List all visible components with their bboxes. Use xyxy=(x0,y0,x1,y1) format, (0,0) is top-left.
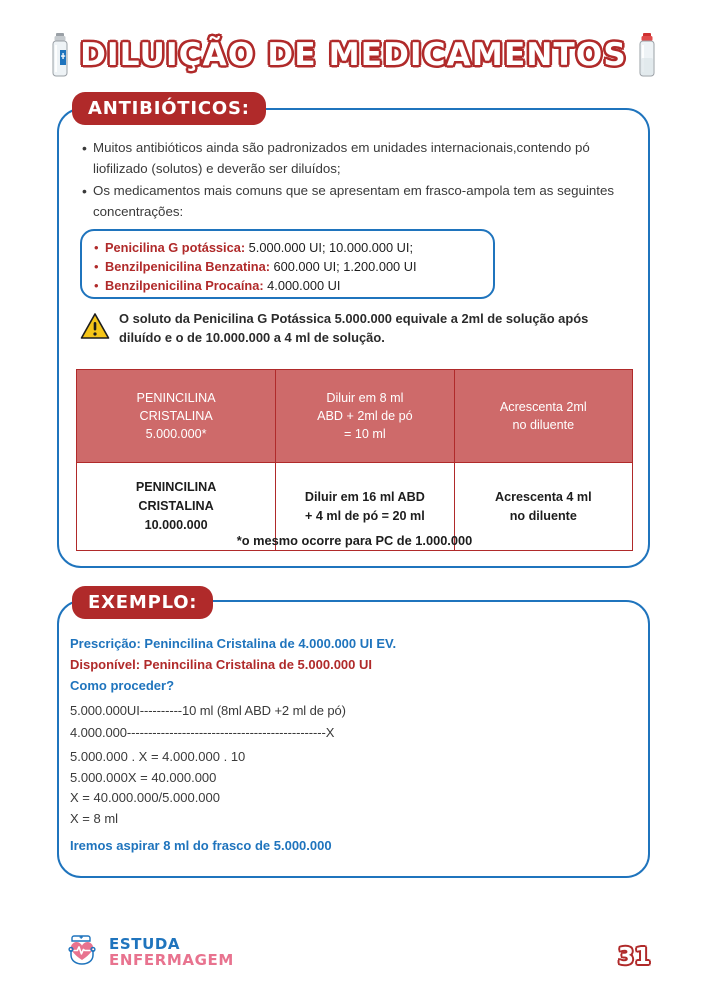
brand-name-top: ESTUDA xyxy=(109,935,181,954)
calc-line: X = 40.000.000/5.000.000 xyxy=(70,790,220,805)
proportion-line: 5.000.000UI----------10 ml (8ml ABD +2 ml de pó) xyxy=(70,703,346,718)
proportion-line: 4.000.000-----------------------------------------------X xyxy=(70,725,335,740)
list-item xyxy=(94,276,483,295)
bullet-dot-icon: • xyxy=(82,183,87,199)
exemplo-question: Como proceder? xyxy=(70,678,175,693)
brand-name-bottom: ENFERMAGEM xyxy=(109,950,234,969)
list-item xyxy=(94,257,483,276)
drug-name: Benzilpenicilina Procaína: xyxy=(105,278,264,293)
cell-line: PENINCILINA xyxy=(136,391,216,405)
cell-line: PENINCILINA xyxy=(135,480,217,494)
exemplo-prescricao: Prescrição: Penincilina Cristalina de 4.000.000 UI EV. xyxy=(70,636,397,651)
drug-values: 5.000.000 UI; 10.000.000 UI; xyxy=(245,240,414,255)
table-header-cell xyxy=(276,370,454,463)
table-row xyxy=(77,370,633,463)
medicine-vial-red-icon xyxy=(636,32,658,78)
exemplo-conclusion: Iremos aspirar 8 ml do frasco de 5.000.000 xyxy=(70,838,332,853)
drug-name: Benzilpenicilina Benzatina: xyxy=(105,259,270,274)
warning-text: O soluto da Penicilina G Potássica 5.000.000 equivale a 2ml de solução após diluído e o de 10.000.000 a 4 ml de solução. xyxy=(119,311,589,345)
bullet-text: Muitos antibióticos ainda são padronizados em unidades internacionais,contendo pó liofilizado (solutos) e deverão ser diluídos; xyxy=(93,140,590,176)
list-item xyxy=(82,181,622,222)
table-footnote: *o mesmo ocorre para PC de 1.000.000 xyxy=(236,533,473,548)
calc-line: 5.000.000 . X = 4.000.000 . 10 xyxy=(70,749,246,764)
page-number: 31 xyxy=(617,944,651,970)
exemplo-disponivel: Disponível: Penincilina Cristalina de 5.000.000 UI xyxy=(70,657,373,672)
exemplo-badge: EXEMPLO: xyxy=(72,586,213,619)
list-item xyxy=(82,138,622,179)
drug-values: 4.000.000 UI xyxy=(263,278,341,293)
drug-values: 600.000 UI; 1.200.000 UI xyxy=(269,259,417,274)
table-header-cell xyxy=(454,370,632,463)
nurse-heart-stethoscope-icon xyxy=(62,930,102,975)
cell-line: Acrescenta 2ml xyxy=(499,400,587,414)
cell-line: = 10 ml xyxy=(344,427,386,441)
list-item xyxy=(94,238,483,257)
medicine-vial-blue-icon xyxy=(49,32,71,78)
exemplo-calculation xyxy=(70,747,630,829)
page-title: DILUIÇÃO DE MEDICAMENTOS xyxy=(80,37,627,73)
bullet-dot-icon: • xyxy=(82,140,87,156)
antibioticos-badge: ANTIBIÓTICOS: xyxy=(72,92,266,125)
page-title-row xyxy=(0,24,707,86)
cell-line: CRISTALINA xyxy=(138,499,214,513)
cell-line: no diluente xyxy=(512,418,575,432)
drug-name: Penicilina G potássica: xyxy=(105,240,246,255)
calc-line: X = 8 ml xyxy=(70,810,119,826)
bullet-text: Os medicamentos mais comuns que se apresentam em frasco-ampola tem as seguintes concentrações: xyxy=(93,183,615,219)
exemplo-header-lines xyxy=(70,633,630,696)
table-header-cell xyxy=(77,370,276,463)
antibioticos-bullet-list xyxy=(82,138,622,224)
cell-line: CRISTALINA xyxy=(139,409,213,423)
bullet-dot-icon: • xyxy=(94,259,99,274)
drug-concentrations-box xyxy=(80,229,495,299)
calc-line: 5.000.000X = 40.000.000 xyxy=(70,769,217,785)
bullet-dot-icon: • xyxy=(94,240,99,255)
exemplo-proportion xyxy=(70,700,630,744)
warning-triangle-icon xyxy=(80,310,110,345)
cell-line: 10.000.000 xyxy=(144,518,208,532)
cell-line: Diluir em 8 ml xyxy=(326,391,404,405)
bullet-dot-icon: • xyxy=(94,278,99,293)
brand-logo xyxy=(62,930,234,975)
table-header xyxy=(77,370,633,463)
cell-line: 5.000.000* xyxy=(145,427,207,441)
warning-callout xyxy=(80,310,625,347)
dilution-table xyxy=(76,369,633,551)
brand-wordmark xyxy=(109,937,234,968)
cell-line: + 4 ml de pó = 20 ml xyxy=(305,508,425,523)
cell-line: no diluente xyxy=(509,508,577,523)
cell-line: Acrescenta 4 ml xyxy=(494,489,592,504)
cell-line: Diluir em 16 ml ABD xyxy=(304,489,425,504)
cell-line: ABD + 2ml de pó xyxy=(317,409,413,423)
